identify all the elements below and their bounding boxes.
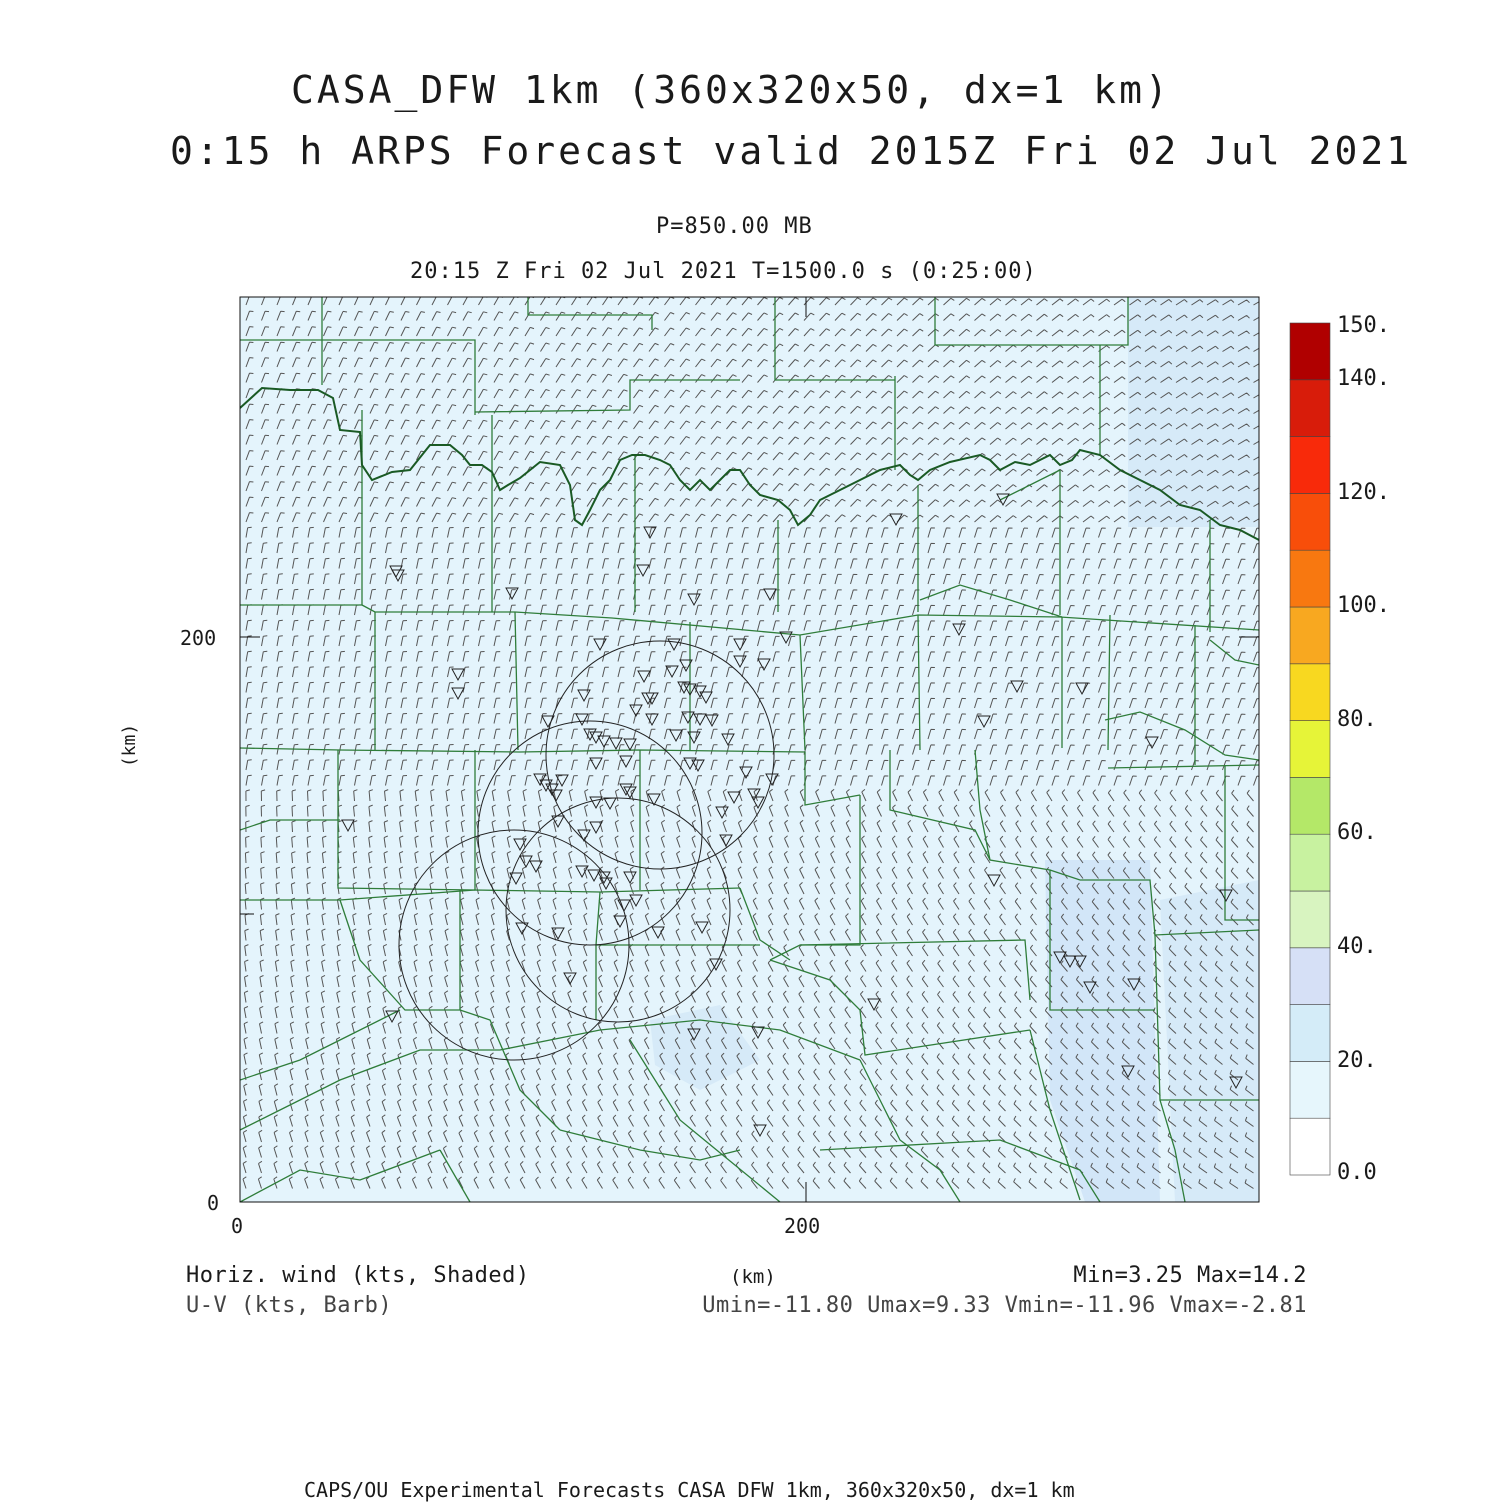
colorbar-bin [1290,323,1330,380]
x-tick-200: 200 [784,1214,821,1238]
colorbar-bin [1290,891,1330,948]
level-label: P=850.00 MB [656,214,813,239]
x-axis-label: (km) [730,1266,776,1288]
colorbar-label-0: 0.0 [1337,1160,1377,1185]
colorbar-bin [1290,834,1330,891]
colorbar-bin [1290,948,1330,1005]
colorbar-bin [1290,1005,1330,1062]
footer-shaded-variable: Horiz. wind (kts, Shaded) [186,1263,530,1288]
colorbar-label-20: 20. [1337,1048,1377,1073]
y-axis-label: (km) [119,723,141,768]
colorbar-bin [1290,380,1330,437]
colorbar-label-60: 60. [1337,820,1377,845]
colorbar-label-140: 140. [1337,366,1390,391]
colorbar-bin [1290,1061,1330,1118]
y-tick-200: 200 [180,626,217,650]
footer-uv-range: Umin=-11.80 Umax=9.33 Vmin=-11.96 Vmax=-2.81 [702,1293,1307,1318]
y-tick-0: 0 [207,1191,220,1215]
colorbar-label-120: 120. [1337,480,1390,505]
colorbar-bin [1290,550,1330,607]
title-line-1: CASA_DFW 1km (360x320x50, dx=1 km) [291,68,1171,112]
colorbar [1290,323,1330,1175]
title-line-2: 0:15 h ARPS Forecast valid 2015Z Fri 02 Jul 2021 [170,129,1413,173]
colorbar-bin [1290,721,1330,778]
footer-barb-variable: U-V (kts, Barb) [186,1293,393,1318]
footer-min-max: Min=3.25 Max=14.2 [1073,1263,1307,1288]
colorbar-bin [1290,777,1330,834]
x-tick-0: 0 [231,1214,244,1238]
colorbar-label-80: 80. [1337,707,1377,732]
colorbar-bin [1290,607,1330,664]
colorbar-label-40: 40. [1337,934,1377,959]
colorbar-label-150: 150. [1337,313,1390,338]
colorbar-bin [1290,493,1330,550]
colorbar-bin [1290,1118,1330,1175]
bottom-caption: CAPS/OU Experimental Forecasts CASA DFW 1km, 360x320x50, dx=1 km [304,1478,1075,1502]
colorbar-label-100: 100. [1337,593,1390,618]
colorbar-bin [1290,664,1330,721]
time-label: 20:15 Z Fri 02 Jul 2021 T=1500.0 s (0:25:00) [410,259,1037,284]
colorbar-bin [1290,437,1330,494]
